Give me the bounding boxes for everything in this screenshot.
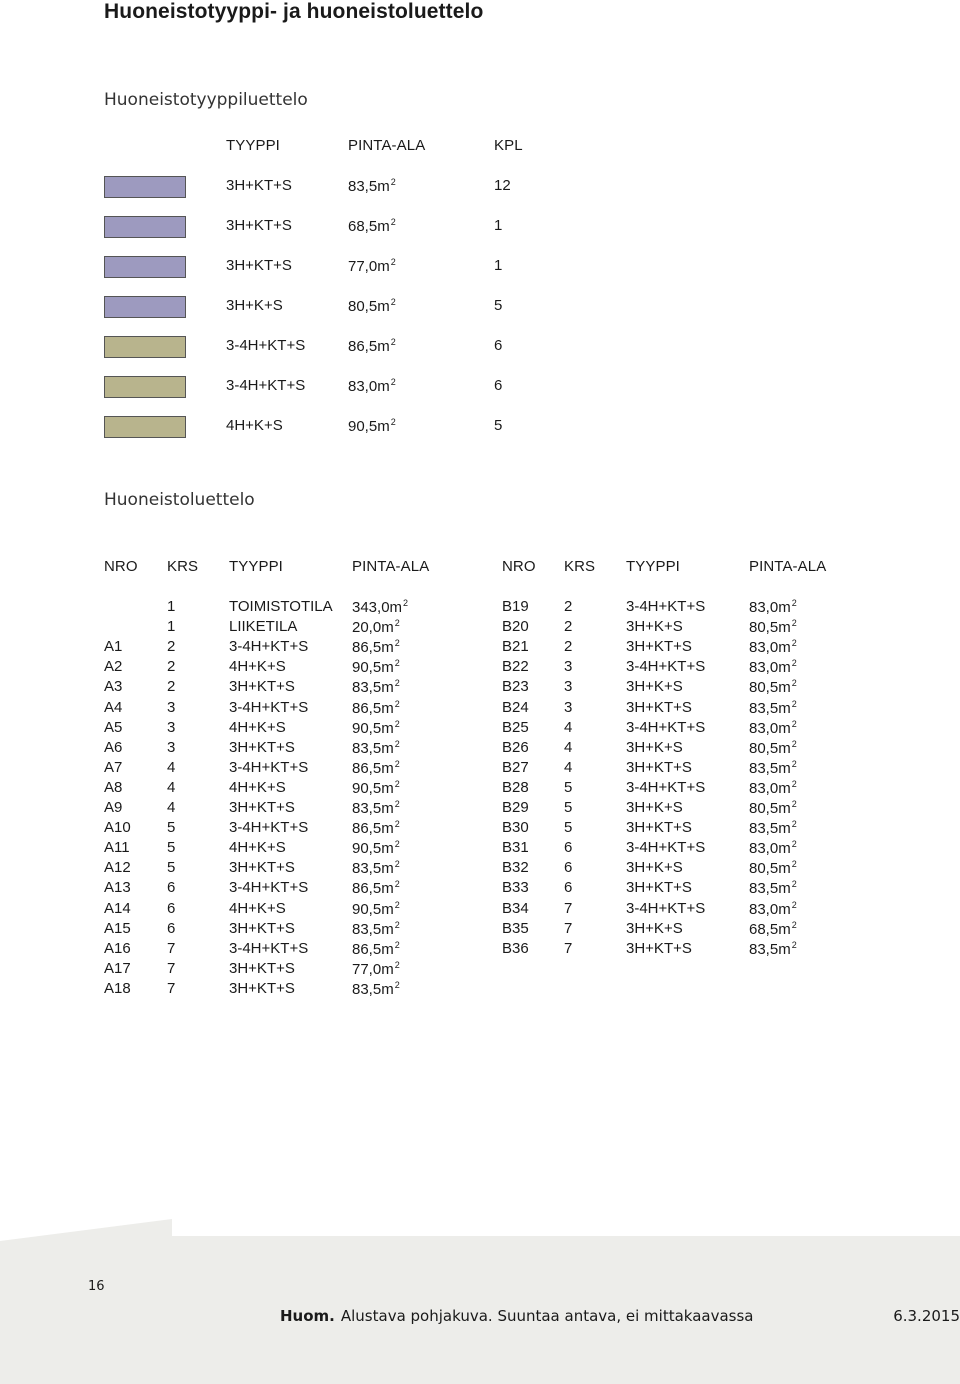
- type-color-swatch: [104, 176, 186, 198]
- area-unit-superscript: 2: [394, 658, 400, 668]
- footer-date: 6.3.2015: [893, 1307, 960, 1325]
- apt-nro: B27: [502, 759, 529, 776]
- area-value: 83,0m: [348, 378, 390, 395]
- apt-krs: 3: [564, 678, 573, 695]
- apartment-list-heading: Huoneistoluettelo: [104, 490, 255, 510]
- area-value: 83,5m: [352, 800, 394, 817]
- apt-pinta-ala: [352, 960, 400, 978]
- area-unit-superscript: 2: [394, 920, 400, 930]
- apt-pinta-ala: [749, 940, 797, 958]
- area-unit-superscript: 2: [791, 638, 797, 648]
- apt-tyyppi: 3H+KT+S: [229, 799, 295, 816]
- apt-nro: B29: [502, 799, 529, 816]
- area-unit-superscript: 2: [791, 618, 797, 628]
- apt-tyyppi: 3H+KT+S: [626, 638, 692, 655]
- area-unit-superscript: 2: [390, 257, 396, 267]
- apt-tyyppi: 3-4H+KT+S: [229, 638, 309, 655]
- type-tyyppi: 3-4H+KT+S: [226, 377, 306, 394]
- apt-tyyppi: 4H+K+S: [229, 779, 286, 796]
- area-value: 86,5m: [352, 880, 394, 897]
- area-value: 83,5m: [352, 740, 394, 757]
- col-header-pinta-ala-right: PINTA-ALA: [749, 558, 827, 575]
- apt-krs: 7: [564, 900, 573, 917]
- type-kpl: 1: [494, 217, 503, 234]
- apt-pinta-ala: [352, 678, 400, 696]
- apt-tyyppi: 3-4H+KT+S: [229, 940, 309, 957]
- apt-pinta-ala: [749, 839, 797, 857]
- apt-nro: A11: [104, 839, 130, 856]
- footer-note: [280, 1307, 754, 1325]
- area-value: 86,5m: [352, 760, 394, 777]
- apt-nro: A8: [104, 779, 123, 796]
- area-unit-superscript: 2: [390, 177, 396, 187]
- area-value: 83,5m: [749, 941, 791, 958]
- apt-krs: 3: [564, 699, 573, 716]
- type-tyyppi: 4H+K+S: [226, 417, 283, 434]
- area-unit-superscript: 2: [394, 900, 400, 910]
- apt-tyyppi: 3-4H+KT+S: [229, 819, 309, 836]
- apt-tyyppi: 3H+KT+S: [229, 960, 295, 977]
- apt-pinta-ala: [749, 678, 797, 696]
- apt-krs: 2: [564, 598, 573, 615]
- area-value: 83,0m: [749, 720, 791, 737]
- type-tyyppi: 3H+K+S: [226, 297, 283, 314]
- footer-note-bold: Huom.: [280, 1307, 335, 1325]
- apt-nro: A4: [104, 699, 123, 716]
- apt-nro: B36: [502, 940, 529, 957]
- apt-krs: 4: [564, 739, 573, 756]
- area-value: 80,5m: [749, 800, 791, 817]
- type-tyyppi: 3H+KT+S: [226, 257, 292, 274]
- type-tyyppi: 3-4H+KT+S: [226, 337, 306, 354]
- apt-pinta-ala: [352, 759, 400, 777]
- apt-krs: 3: [167, 719, 176, 736]
- area-value: 86,5m: [352, 639, 394, 656]
- apt-krs: 2: [564, 618, 573, 635]
- type-color-swatch: [104, 296, 186, 318]
- area-unit-superscript: 2: [390, 297, 396, 307]
- apt-krs: 3: [167, 699, 176, 716]
- apt-tyyppi: 3H+KT+S: [626, 819, 692, 836]
- apt-tyyppi: 4H+K+S: [229, 658, 286, 675]
- apt-pinta-ala: [352, 779, 400, 797]
- apt-tyyppi: 3H+KT+S: [229, 980, 295, 997]
- apt-pinta-ala: [352, 879, 400, 897]
- apt-tyyppi: 3-4H+KT+S: [229, 879, 309, 896]
- apt-nro: B34: [502, 900, 529, 917]
- apt-krs: 5: [564, 819, 573, 836]
- apt-pinta-ala: [749, 719, 797, 737]
- apt-pinta-ala: [749, 920, 797, 938]
- type-pinta-ala: [348, 417, 396, 435]
- apt-krs: 4: [564, 719, 573, 736]
- apt-nro: B28: [502, 779, 529, 796]
- area-unit-superscript: 2: [390, 417, 396, 427]
- area-value: 68,5m: [348, 218, 390, 235]
- area-unit-superscript: 2: [390, 337, 396, 347]
- area-unit-superscript: 2: [394, 719, 400, 729]
- type-kpl: 12: [494, 177, 511, 194]
- apt-nro: A16: [104, 940, 131, 957]
- type-list-heading: Huoneistotyyppiluettelo: [104, 90, 308, 110]
- apt-tyyppi: 3-4H+KT+S: [229, 759, 309, 776]
- area-unit-superscript: 2: [394, 699, 400, 709]
- apt-nro: B25: [502, 719, 529, 736]
- apt-krs: 4: [167, 759, 176, 776]
- area-unit-superscript: 2: [791, 940, 797, 950]
- area-value: 343,0m: [352, 599, 403, 616]
- apt-krs: 3: [564, 658, 573, 675]
- page-title: Huoneistotyyppi- ja huoneistoluettelo: [104, 0, 484, 23]
- apt-pinta-ala: [749, 799, 797, 817]
- apt-pinta-ala: [749, 638, 797, 656]
- apt-tyyppi: 3H+K+S: [626, 618, 683, 635]
- area-value: 86,5m: [352, 820, 394, 837]
- area-unit-superscript: 2: [394, 879, 400, 889]
- apt-tyyppi: 3H+K+S: [626, 920, 683, 937]
- area-unit-superscript: 2: [394, 779, 400, 789]
- apt-krs: 5: [167, 839, 176, 856]
- area-value: 83,0m: [749, 639, 791, 656]
- area-unit-superscript: 2: [394, 678, 400, 688]
- area-unit-superscript: 2: [791, 879, 797, 889]
- apt-pinta-ala: [749, 598, 797, 616]
- apt-nro: B31: [502, 839, 529, 856]
- type-color-swatch: [104, 216, 186, 238]
- apt-krs: 7: [167, 960, 176, 977]
- area-unit-superscript: 2: [390, 217, 396, 227]
- area-value: 90,5m: [352, 780, 394, 797]
- apt-nro: B30: [502, 819, 529, 836]
- area-value: 83,0m: [749, 901, 791, 918]
- apt-tyyppi: 3-4H+KT+S: [626, 598, 706, 615]
- apt-pinta-ala: [352, 699, 400, 717]
- apt-krs: 1: [167, 598, 176, 615]
- apt-tyyppi: 3H+KT+S: [626, 940, 692, 957]
- area-unit-superscript: 2: [791, 678, 797, 688]
- col-header-tyyppi-left: TYYPPI: [229, 558, 283, 575]
- area-unit-superscript: 2: [394, 638, 400, 648]
- area-value: 83,5m: [348, 178, 390, 195]
- type-col-header-tyyppi: TYYPPI: [226, 137, 280, 154]
- type-tyyppi: 3H+KT+S: [226, 217, 292, 234]
- apt-krs: 6: [564, 859, 573, 876]
- area-value: 83,0m: [749, 840, 791, 857]
- apt-pinta-ala: [352, 618, 400, 636]
- area-value: 83,5m: [352, 679, 394, 696]
- area-value: 77,0m: [352, 961, 394, 978]
- apt-pinta-ala: [352, 658, 400, 676]
- type-col-header-kpl: KPL: [494, 137, 523, 154]
- area-unit-superscript: 2: [394, 819, 400, 829]
- apt-pinta-ala: [749, 759, 797, 777]
- apt-tyyppi: 3-4H+KT+S: [626, 900, 706, 917]
- apt-pinta-ala: [352, 980, 400, 998]
- apt-nro: A15: [104, 920, 131, 937]
- area-unit-superscript: 2: [390, 377, 396, 387]
- page-number: 16: [88, 1279, 105, 1294]
- apt-krs: 4: [167, 799, 176, 816]
- apt-pinta-ala: [749, 879, 797, 897]
- apt-krs: 6: [564, 879, 573, 896]
- apt-nro: A7: [104, 759, 123, 776]
- area-value: 86,5m: [352, 700, 394, 717]
- area-unit-superscript: 2: [394, 739, 400, 749]
- type-kpl: 5: [494, 297, 503, 314]
- apt-pinta-ala: [352, 920, 400, 938]
- apt-krs: 6: [167, 920, 176, 937]
- apt-tyyppi: 3H+K+S: [626, 799, 683, 816]
- apt-pinta-ala: [749, 819, 797, 837]
- area-unit-superscript: 2: [394, 859, 400, 869]
- apt-tyyppi: LIIKETILA: [229, 618, 298, 635]
- apt-krs: 5: [564, 799, 573, 816]
- apt-nro: B21: [502, 638, 529, 655]
- apt-nro: B35: [502, 920, 529, 937]
- area-value: 83,0m: [749, 659, 791, 676]
- type-pinta-ala: [348, 257, 396, 275]
- apt-tyyppi: 3-4H+KT+S: [229, 699, 309, 716]
- apt-pinta-ala: [749, 900, 797, 918]
- apt-krs: 5: [167, 859, 176, 876]
- apt-krs: 6: [564, 839, 573, 856]
- area-value: 83,5m: [352, 860, 394, 877]
- area-value: 90,5m: [352, 901, 394, 918]
- area-value: 20,0m: [352, 619, 394, 636]
- apt-tyyppi: 3H+KT+S: [229, 678, 295, 695]
- apt-krs: 7: [167, 940, 176, 957]
- apt-krs: 6: [167, 879, 176, 896]
- apt-tyyppi: 3H+K+S: [626, 739, 683, 756]
- apt-pinta-ala: [749, 699, 797, 717]
- area-value: 83,5m: [749, 760, 791, 777]
- apt-nro: A6: [104, 739, 123, 756]
- type-pinta-ala: [348, 217, 396, 235]
- apt-tyyppi: 3H+KT+S: [229, 859, 295, 876]
- area-unit-superscript: 2: [791, 658, 797, 668]
- apt-tyyppi: 3-4H+KT+S: [626, 839, 706, 856]
- apt-pinta-ala: [749, 739, 797, 757]
- apt-tyyppi: 3-4H+KT+S: [626, 719, 706, 736]
- apt-pinta-ala: [749, 658, 797, 676]
- area-unit-superscript: 2: [791, 719, 797, 729]
- area-unit-superscript: 2: [791, 779, 797, 789]
- apt-nro: B32: [502, 859, 529, 876]
- apt-tyyppi: 3H+K+S: [626, 678, 683, 695]
- area-unit-superscript: 2: [791, 759, 797, 769]
- apt-nro: B22: [502, 658, 529, 675]
- apt-pinta-ala: [352, 940, 400, 958]
- apt-nro: A13: [104, 879, 131, 896]
- apt-tyyppi: 4H+K+S: [229, 900, 286, 917]
- area-unit-superscript: 2: [394, 960, 400, 970]
- apt-krs: 7: [564, 920, 573, 937]
- type-kpl: 5: [494, 417, 503, 434]
- area-value: 80,5m: [749, 860, 791, 877]
- apt-pinta-ala: [352, 719, 400, 737]
- apt-krs: 5: [564, 779, 573, 796]
- area-value: 77,0m: [348, 258, 390, 275]
- area-unit-superscript: 2: [791, 598, 797, 608]
- apt-nro: B20: [502, 618, 529, 635]
- area-value: 83,5m: [749, 700, 791, 717]
- type-kpl: 1: [494, 257, 503, 274]
- area-unit-superscript: 2: [791, 699, 797, 709]
- apt-krs: 4: [564, 759, 573, 776]
- apt-nro: B19: [502, 598, 529, 615]
- col-header-nro-left: NRO: [104, 558, 138, 575]
- apt-pinta-ala: [352, 799, 400, 817]
- apt-nro: A10: [104, 819, 131, 836]
- apt-nro: A18: [104, 980, 131, 997]
- apt-krs: 7: [564, 940, 573, 957]
- apt-krs: 2: [167, 658, 176, 675]
- col-header-krs-left: KRS: [167, 558, 199, 575]
- apt-nro: A12: [104, 859, 131, 876]
- apt-krs: 4: [167, 779, 176, 796]
- apt-krs: 5: [167, 819, 176, 836]
- apt-tyyppi: TOIMISTOTILA: [229, 598, 333, 615]
- apt-nro: A1: [104, 638, 123, 655]
- apt-nro: B23: [502, 678, 529, 695]
- apt-pinta-ala: [352, 739, 400, 757]
- apt-nro: A2: [104, 658, 123, 675]
- apt-tyyppi: 3H+KT+S: [626, 759, 692, 776]
- apt-krs: 2: [167, 638, 176, 655]
- area-value: 83,5m: [352, 981, 394, 998]
- area-value: 90,5m: [352, 720, 394, 737]
- area-value: 80,5m: [749, 619, 791, 636]
- type-color-swatch: [104, 336, 186, 358]
- footer-note-text: Alustava pohjakuva. Suuntaa antava, ei mittakaavassa: [340, 1307, 754, 1325]
- type-col-header-pinta-ala: PINTA-ALA: [348, 137, 426, 154]
- apt-pinta-ala: [352, 900, 400, 918]
- apt-nro: A9: [104, 799, 123, 816]
- type-color-swatch: [104, 256, 186, 278]
- apt-tyyppi: 3H+KT+S: [229, 739, 295, 756]
- area-unit-superscript: 2: [394, 618, 400, 628]
- area-unit-superscript: 2: [394, 940, 400, 950]
- area-unit-superscript: 2: [394, 799, 400, 809]
- type-pinta-ala: [348, 337, 396, 355]
- apt-nro: A17: [104, 960, 131, 977]
- apt-pinta-ala: [749, 618, 797, 636]
- area-value: 68,5m: [749, 921, 791, 938]
- apt-krs: 2: [564, 638, 573, 655]
- area-value: 83,5m: [749, 820, 791, 837]
- apt-krs: 7: [167, 980, 176, 997]
- area-unit-superscript: 2: [394, 980, 400, 990]
- apt-tyyppi: 3H+KT+S: [229, 920, 295, 937]
- area-unit-superscript: 2: [394, 759, 400, 769]
- type-pinta-ala: [348, 177, 396, 195]
- apt-pinta-ala: [352, 839, 400, 857]
- apt-tyyppi: 4H+K+S: [229, 839, 286, 856]
- area-value: 86,5m: [352, 941, 394, 958]
- apt-nro: B33: [502, 879, 529, 896]
- apt-tyyppi: 3H+KT+S: [626, 699, 692, 716]
- col-header-krs-right: KRS: [564, 558, 596, 575]
- apt-nro: B26: [502, 739, 529, 756]
- type-color-swatch: [104, 416, 186, 438]
- area-value: 90,5m: [352, 840, 394, 857]
- area-unit-superscript: 2: [791, 920, 797, 930]
- apt-pinta-ala: [352, 638, 400, 656]
- apt-pinta-ala: [352, 819, 400, 837]
- area-unit-superscript: 2: [791, 799, 797, 809]
- apt-krs: 6: [167, 900, 176, 917]
- area-value: 80,5m: [749, 679, 791, 696]
- col-header-nro-right: NRO: [502, 558, 536, 575]
- type-pinta-ala: [348, 377, 396, 395]
- apt-tyyppi: 3-4H+KT+S: [626, 779, 706, 796]
- area-value: 90,5m: [348, 418, 390, 435]
- type-pinta-ala: [348, 297, 396, 315]
- apt-pinta-ala: [749, 779, 797, 797]
- area-value: 80,5m: [348, 298, 390, 315]
- type-color-swatch: [104, 376, 186, 398]
- area-unit-superscript: 2: [791, 839, 797, 849]
- area-value: 83,5m: [352, 921, 394, 938]
- type-kpl: 6: [494, 337, 503, 354]
- apt-krs: 3: [167, 739, 176, 756]
- apt-tyyppi: 3H+KT+S: [626, 879, 692, 896]
- apt-nro: B24: [502, 699, 529, 716]
- col-header-tyyppi-right: TYYPPI: [626, 558, 680, 575]
- area-unit-superscript: 2: [791, 739, 797, 749]
- apt-pinta-ala: [352, 598, 408, 616]
- area-value: 83,0m: [749, 599, 791, 616]
- apt-nro: A5: [104, 719, 123, 736]
- apt-pinta-ala: [352, 859, 400, 877]
- area-value: 90,5m: [352, 659, 394, 676]
- area-value: 83,0m: [749, 780, 791, 797]
- col-header-pinta-ala-left: PINTA-ALA: [352, 558, 430, 575]
- type-kpl: 6: [494, 377, 503, 394]
- area-unit-superscript: 2: [791, 859, 797, 869]
- apt-pinta-ala: [749, 859, 797, 877]
- apt-nro: A3: [104, 678, 123, 695]
- apt-tyyppi: 4H+K+S: [229, 719, 286, 736]
- area-value: 80,5m: [749, 740, 791, 757]
- apt-tyyppi: 3H+K+S: [626, 859, 683, 876]
- apt-nro: A14: [104, 900, 131, 917]
- apt-krs: 1: [167, 618, 176, 635]
- area-unit-superscript: 2: [403, 598, 409, 608]
- area-unit-superscript: 2: [394, 839, 400, 849]
- apt-tyyppi: 3-4H+KT+S: [626, 658, 706, 675]
- area-unit-superscript: 2: [791, 819, 797, 829]
- type-tyyppi: 3H+KT+S: [226, 177, 292, 194]
- area-value: 86,5m: [348, 338, 390, 355]
- area-value: 83,5m: [749, 880, 791, 897]
- apt-krs: 2: [167, 678, 176, 695]
- area-unit-superscript: 2: [791, 900, 797, 910]
